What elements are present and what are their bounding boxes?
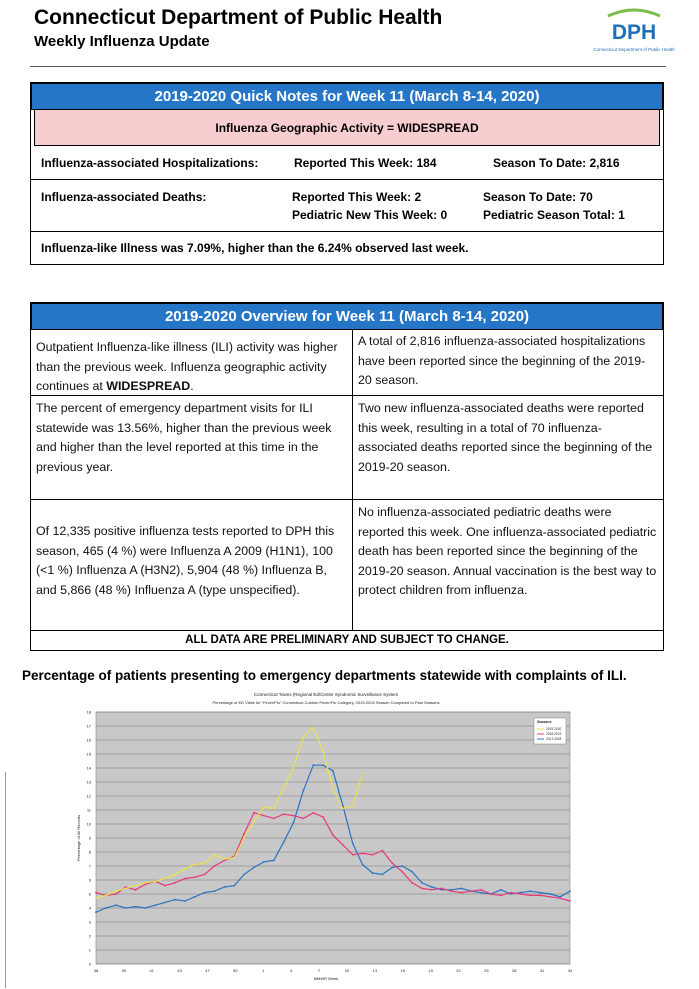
data-point <box>303 736 305 738</box>
deaths-week: Reported This Week: 2 <box>292 190 422 204</box>
data-point <box>184 878 186 880</box>
data-point <box>549 896 551 898</box>
data-point <box>135 889 137 891</box>
ili-summary: Influenza-like Illness was 7.09%, higher than the 6.24% observed last week. <box>41 241 469 255</box>
data-point <box>312 812 314 814</box>
data-point <box>461 892 463 894</box>
data-point <box>382 850 384 852</box>
data-point <box>174 882 176 884</box>
data-point <box>461 888 463 890</box>
svg-text:DPH: DPH <box>611 21 657 44</box>
data-point <box>164 902 166 904</box>
data-point <box>135 885 137 887</box>
data-point <box>263 806 265 808</box>
data-point <box>214 865 216 867</box>
data-point <box>243 874 245 876</box>
data-point <box>510 892 512 894</box>
data-point <box>401 865 403 867</box>
preliminary-notice: ALL DATA ARE PRELIMINARY AND SUBJECT TO CHANGE. <box>31 630 663 650</box>
data-point <box>490 893 492 895</box>
data-point <box>500 895 502 897</box>
deaths-label: Influenza-associated Deaths: <box>41 190 207 204</box>
data-point <box>401 871 403 873</box>
y-tick-label: 15 <box>86 751 91 757</box>
data-point <box>135 906 137 908</box>
x-tick-label: 39 <box>121 968 127 973</box>
data-point <box>115 893 117 895</box>
data-point <box>283 841 285 843</box>
ili-ed-chart <box>70 688 582 984</box>
data-point <box>411 882 413 884</box>
pediatric-season: Pediatric Season Total: 1 <box>483 208 625 222</box>
data-point <box>569 900 571 902</box>
data-point <box>421 888 423 890</box>
data-point <box>164 878 166 880</box>
y-tick-label: 18 <box>86 709 91 715</box>
data-point <box>312 727 314 729</box>
chart-section-title: Percentage of patients presenting to emergency departments statewide with complaints of ILI. <box>22 668 627 683</box>
x-tick-label: 47 <box>205 968 210 973</box>
data-point <box>530 890 532 892</box>
data-point <box>540 895 542 897</box>
hospitalizations-label: Influenza-associated Hospitalizations: <box>41 156 259 170</box>
data-point <box>411 871 413 873</box>
x-tick-label: 16 <box>400 968 405 973</box>
y-tick-label: 0 <box>88 961 91 967</box>
data-point <box>332 770 334 772</box>
y-tick-label: 4 <box>88 905 91 911</box>
x-tick-label: 13 <box>372 968 378 973</box>
data-point <box>322 764 324 766</box>
y-tick-label: 17 <box>86 723 91 729</box>
y-tick-label: 8 <box>88 849 91 855</box>
data-point <box>391 862 393 864</box>
data-point <box>263 861 265 863</box>
data-point <box>105 907 107 909</box>
data-point <box>194 876 196 878</box>
data-point <box>372 872 374 874</box>
x-tick-label: 1 <box>262 968 265 973</box>
data-point <box>224 886 226 888</box>
data-point <box>352 805 354 807</box>
data-point <box>214 890 216 892</box>
y-tick-label: 2 <box>88 933 91 939</box>
page-title: Connecticut Department of Public Health <box>34 6 443 29</box>
data-point <box>243 837 245 839</box>
data-point <box>125 907 127 909</box>
data-point <box>352 843 354 845</box>
data-point <box>451 890 453 892</box>
data-point <box>263 815 265 817</box>
data-point <box>145 882 147 884</box>
x-tick-label: 10 <box>344 968 350 973</box>
x-tick-label: 4 <box>290 968 293 973</box>
quick-notes-panel <box>30 82 664 265</box>
data-point <box>540 892 542 894</box>
x-tick-label: 41 <box>149 968 154 973</box>
overview-hospitalizations: A total of 2,816 influenza-associated hospitalizations have been reported since the beginning of the 2019-20 season. <box>353 330 663 396</box>
data-point <box>293 815 295 817</box>
data-point <box>253 867 255 869</box>
data-point <box>174 874 176 876</box>
page-subtitle: Weekly Influenza Update <box>34 33 210 50</box>
data-point <box>303 818 305 820</box>
header-divider <box>30 66 666 67</box>
data-point <box>480 889 482 891</box>
data-point <box>224 858 226 860</box>
x-tick-label: 43 <box>177 968 182 973</box>
overview-title: 2019-2020 Overview for Week 11 (March 8-14, 2020) <box>31 303 663 330</box>
data-point <box>194 864 196 866</box>
data-point <box>115 890 117 892</box>
dph-logo-icon <box>593 6 675 62</box>
x-tick-label: 38 <box>93 968 99 973</box>
x-tick-label: 25 <box>484 968 489 973</box>
overview-ili-activity: Outpatient Influenza-like illness (ILI) activity was higher than the previous week. Influenza geographic activity continues at WIDESPREAD. <box>31 330 353 396</box>
chart-title: Connecticut Towns (Regional Ed/Center Syndromic Surveillance System <box>253 692 399 697</box>
y-tick-label: 1 <box>88 947 91 953</box>
data-point <box>214 854 216 856</box>
data-point <box>283 813 285 815</box>
y-tick-label: 10 <box>86 821 91 827</box>
data-point <box>293 767 295 769</box>
data-point <box>352 854 354 856</box>
data-point <box>322 750 324 752</box>
overview-pediatric-deaths: No influenza-associated pediatric deaths were reported this week. One influenza-associated pediatric death has been reported since the beginning of the 2019-20 season. Annual vaccination is the best way to protect children from influenza. <box>358 505 657 597</box>
data-point <box>154 904 156 906</box>
y-tick-label: 14 <box>86 765 91 771</box>
x-tick-label: 22 <box>456 968 461 973</box>
x-tick-label: 50 <box>233 968 238 973</box>
data-point <box>233 885 235 887</box>
data-point <box>273 808 275 810</box>
data-point <box>95 892 97 894</box>
data-point <box>184 868 186 870</box>
overview-panel <box>30 302 664 651</box>
data-point <box>362 773 364 775</box>
deaths-row <box>31 180 663 232</box>
data-point <box>233 857 235 859</box>
geographic-activity-banner: Influenza Geographic Activity = WIDESPREAD <box>34 110 660 146</box>
data-point <box>253 820 255 822</box>
y-tick-label: 7 <box>88 863 91 869</box>
data-point <box>342 808 344 810</box>
overview-ed-visits: The percent of emergency department visits for ILI statewide was 13.56%, higher than the previous week and higher than the level reported at this time in the previous year. <box>31 396 353 500</box>
data-point <box>174 899 176 901</box>
data-point <box>204 862 206 864</box>
hospitalizations-week: Reported This Week: 184 <box>294 156 437 170</box>
data-point <box>342 844 344 846</box>
hospitalizations-season: Season To Date: 2,816 <box>493 156 620 170</box>
y-axis-label: Percentage of All Records <box>76 814 81 862</box>
data-point <box>105 895 107 897</box>
data-point <box>549 893 551 895</box>
data-point <box>312 764 314 766</box>
legend-label: 2017-2018 <box>546 737 562 742</box>
data-point <box>154 881 156 883</box>
data-point <box>303 790 305 792</box>
y-tick-label: 13 <box>86 779 91 785</box>
data-point <box>559 897 561 899</box>
data-point <box>184 900 186 902</box>
data-point <box>125 888 127 890</box>
data-point <box>204 874 206 876</box>
data-point <box>500 889 502 891</box>
data-point <box>530 895 532 897</box>
deaths-season: Season To Date: 70 <box>483 190 593 204</box>
x-tick-label: 28 <box>512 968 517 973</box>
data-point <box>194 896 196 898</box>
data-point <box>95 897 97 899</box>
margin-rule <box>5 772 6 988</box>
data-point <box>293 822 295 824</box>
y-tick-label: 11 <box>86 807 91 813</box>
hospitalizations-row <box>31 146 663 180</box>
data-point <box>332 834 334 836</box>
data-point <box>431 886 433 888</box>
data-point <box>362 864 364 866</box>
y-tick-label: 12 <box>86 793 91 799</box>
data-point <box>372 854 374 856</box>
ili-line-chart <box>70 688 582 984</box>
x-tick-label: 34 <box>567 968 573 973</box>
data-point <box>273 860 275 862</box>
chart-subtitle: Percentage of ED Visits for "Fever/Flu" Connecticut Custom Fever/Flu Category, 2019-2020 Season Compared to Past Seasons <box>212 700 440 705</box>
x-tick-label: 31 <box>539 968 545 973</box>
dph-logo <box>593 6 675 62</box>
data-point <box>382 874 384 876</box>
data-point <box>145 907 147 909</box>
data-point <box>431 889 433 891</box>
data-point <box>115 904 117 906</box>
data-point <box>283 787 285 789</box>
ili-row <box>31 232 663 264</box>
svg-text:Connecticut Department of Publ: Connecticut Department of Public Health <box>593 47 675 52</box>
x-tick-label: 19 <box>428 968 433 973</box>
data-point <box>204 892 206 894</box>
data-point <box>480 892 482 894</box>
y-tick-label: 3 <box>88 919 91 925</box>
data-point <box>470 890 472 892</box>
data-point <box>421 882 423 884</box>
y-tick-label: 6 <box>88 877 91 883</box>
x-axis-label: MMWR Week <box>313 976 339 981</box>
legend-label: 2018-2019 <box>546 732 562 737</box>
data-point <box>253 812 255 814</box>
y-tick-label: 9 <box>88 835 91 841</box>
pediatric-week: Pediatric New This Week: 0 <box>292 208 448 222</box>
data-point <box>332 788 334 790</box>
data-point <box>322 816 324 818</box>
legend-title: Seasons <box>537 720 552 724</box>
data-point <box>362 853 364 855</box>
x-tick-label: 7 <box>317 968 321 973</box>
data-point <box>520 893 522 895</box>
y-tick-label: 5 <box>88 891 91 897</box>
legend-label: 2019-2020 <box>546 727 562 732</box>
data-point <box>569 890 571 892</box>
y-tick-label: 16 <box>86 737 91 743</box>
data-point <box>243 833 245 835</box>
quick-notes-title: 2019-2020 Quick Notes for Week 11 (March 8-14, 2020) <box>31 83 663 110</box>
data-point <box>164 885 166 887</box>
overview-positive-tests: Of 12,335 positive influenza tests reported to DPH this season, 465 (4 %) were Influenza A 2009 (H1N1), 100 (<1 %) Influenza A (H3N2), 5,904 (48 %) Influenza B, and 5,866 (48 %) Influenza A (type unspecified). <box>31 500 353 630</box>
data-point <box>441 888 443 890</box>
data-point <box>273 818 275 820</box>
data-point <box>95 911 97 913</box>
data-point <box>391 867 393 869</box>
overview-deaths: Two new influenza-associated deaths were reported this week, resulting in a total of 70 influenza-associated deaths reported since the beginning of the 2019-20 season. <box>353 396 663 500</box>
